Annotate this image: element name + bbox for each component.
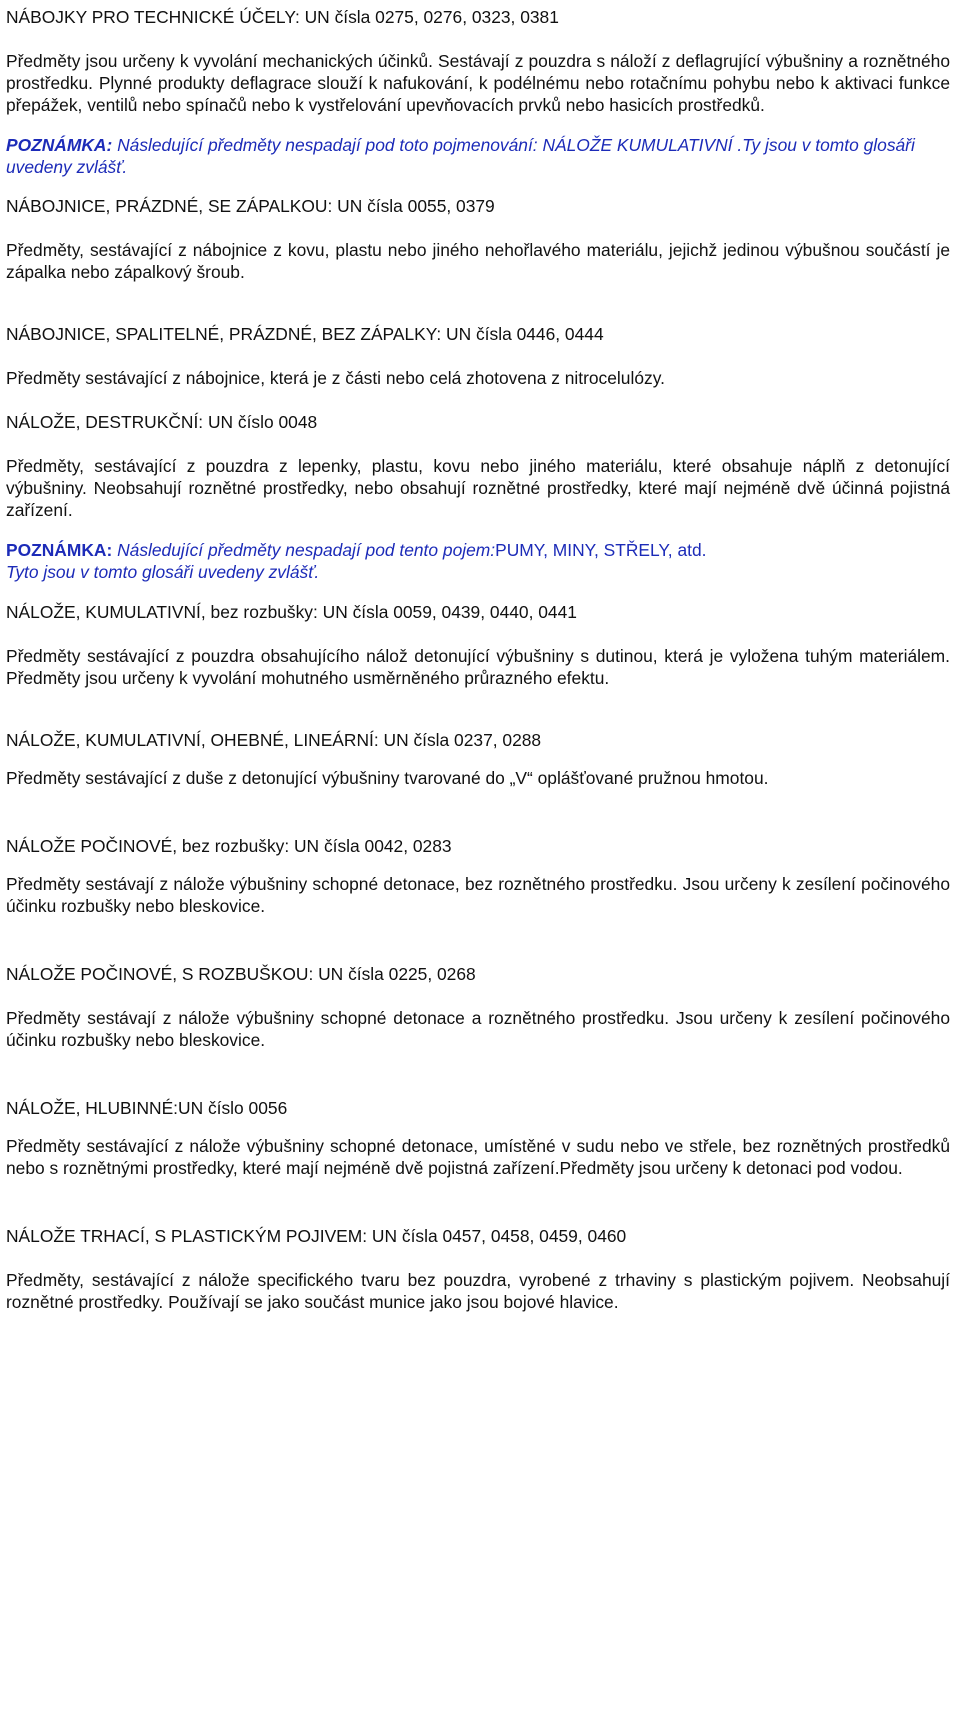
section-body: Předměty jsou určeny k vyvolání mechanických účinků. Sestávají z pouzdra s náloží z deflagrující výbušniny a roznětného prostředku. Plynné produkty deflagrace slouží k nafukování, k podélnému nebo rotačnímu pohybu nebo k aktivaci funkce přepážek, ventilů nebo spínačů nebo k vystřelování upevňovacích prvků nebo hasicích prostředků. xyxy=(6,51,950,115)
section-heading: NÁLOŽE, HLUBINNÉ:UN číslo 0056 xyxy=(6,1098,288,1118)
section-body: Předměty sestávající z pouzdra obsahujícího nálož detonující výbušniny s dutinou, která je vyložena tuhým materiálem. Předměty jsou určeny k vyvolání mohutného usměrněného průrazného efektu. xyxy=(6,646,950,688)
section-heading: NÁLOŽE POČINOVÉ, S ROZBUŠKOU: UN čísla 0225, 0268 xyxy=(6,964,476,984)
section-heading: NÁBOJNICE, SPALITELNÉ, PRÁZDNÉ, BEZ ZÁPALKY: UN čísla 0446, 0444 xyxy=(6,324,604,344)
section-body: Předměty sestávající z duše z detonující výbušniny tvarované do „V“ oplášťované pružnou hmotou. xyxy=(6,768,769,788)
note-text-continued: Tyto jsou v tomto glosáři uvedeny zvlášť. xyxy=(6,562,320,582)
section-body: Předměty sestávající z nábojnice, která je z části nebo celá zhotovena z nitrocelulózy. xyxy=(6,368,665,388)
section-body: Předměty sestávají z nálože výbušniny schopné detonace a roznětného prostředku. Jsou určeny k zesílení počinového účinku rozbušky nebo bleskovice. xyxy=(6,1008,950,1050)
note-label: POZNÁMKA: xyxy=(6,135,113,155)
note-caps: PUMY, MINY, STŘELY, xyxy=(495,540,673,560)
note-text: Následující předměty nespadají pod tento pojem: xyxy=(112,540,496,560)
section-body: Předměty, sestávající z pouzdra z lepenky, plastu, kovu nebo jiného materiálu, které obsahuje náplň z detonující výbušniny. Neobsahují roznětné prostředky, nebo obsahují roznětné prostředky, které mají nejméně dvě účinná pojistná zařízení. xyxy=(6,456,950,520)
section-body: Předměty, sestávající z nábojnice z kovu, plastu nebo jiného nehořlavého materiálu, jejichž jedinou výbušnou součástí je zápalka nebo zápalkový šroub. xyxy=(6,240,950,282)
note xyxy=(6,134,950,178)
note-tail: atd. xyxy=(672,540,707,560)
note-label: POZNÁMKA: xyxy=(6,540,113,560)
section-heading: NÁLOŽE, DESTRUKČNÍ: UN číslo 0048 xyxy=(6,412,318,432)
section-body: Předměty sestávající z nálože výbušniny schopné detonace, umístěné v sudu nebo ve střele, bez roznětných prostředků nebo s roznětnými prostředky, které mají nejméně dvě pojistná zařízení.Předměty jsou určeny k detonaci pod vodou. xyxy=(6,1136,950,1178)
section-heading: NÁLOŽE, KUMULATIVNÍ, bez rozbušky: UN čísla 0059, 0439, 0440, 0441 xyxy=(6,602,577,622)
section-body: Předměty sestávají z nálože výbušniny schopné detonace, bez roznětného prostředku. Jsou určeny k zesílení počinového účinku rozbušky nebo bleskovice. xyxy=(6,874,950,916)
note-text: Následující předměty nespadají pod toto pojmenování: NÁLOŽE KUMULATIVNÍ .Ty jsou v tomto glosáři uvedeny zvlášť. xyxy=(6,135,915,177)
section-heading: NÁBOJNICE, PRÁZDNÉ, SE ZÁPALKOU: UN čísla 0055, 0379 xyxy=(6,196,495,216)
section-heading: NÁLOŽE, KUMULATIVNÍ, OHEBNÉ, LINEÁRNÍ: UN čísla 0237, 0288 xyxy=(6,730,542,750)
note xyxy=(6,539,950,583)
section-body: Předměty, sestávající z nálože specifického tvaru bez pouzdra, vyrobené z trhaviny s plastickým pojivem. Neobsahují roznětné prostředky. Používají se jako součást munice jako jsou bojové hlavice. xyxy=(6,1270,950,1312)
section-heading: NÁLOŽE TRHACÍ, S PLASTICKÝM POJIVEM: UN čísla 0457, 0458, 0459, 0460 xyxy=(6,1226,627,1246)
section-heading: NÁBOJKY PRO TECHNICKÉ ÚČELY: UN čísla 0275, 0276, 0323, 0381 xyxy=(6,7,559,27)
section-heading: NÁLOŽE POČINOVÉ, bez rozbušky: UN čísla 0042, 0283 xyxy=(6,836,452,856)
